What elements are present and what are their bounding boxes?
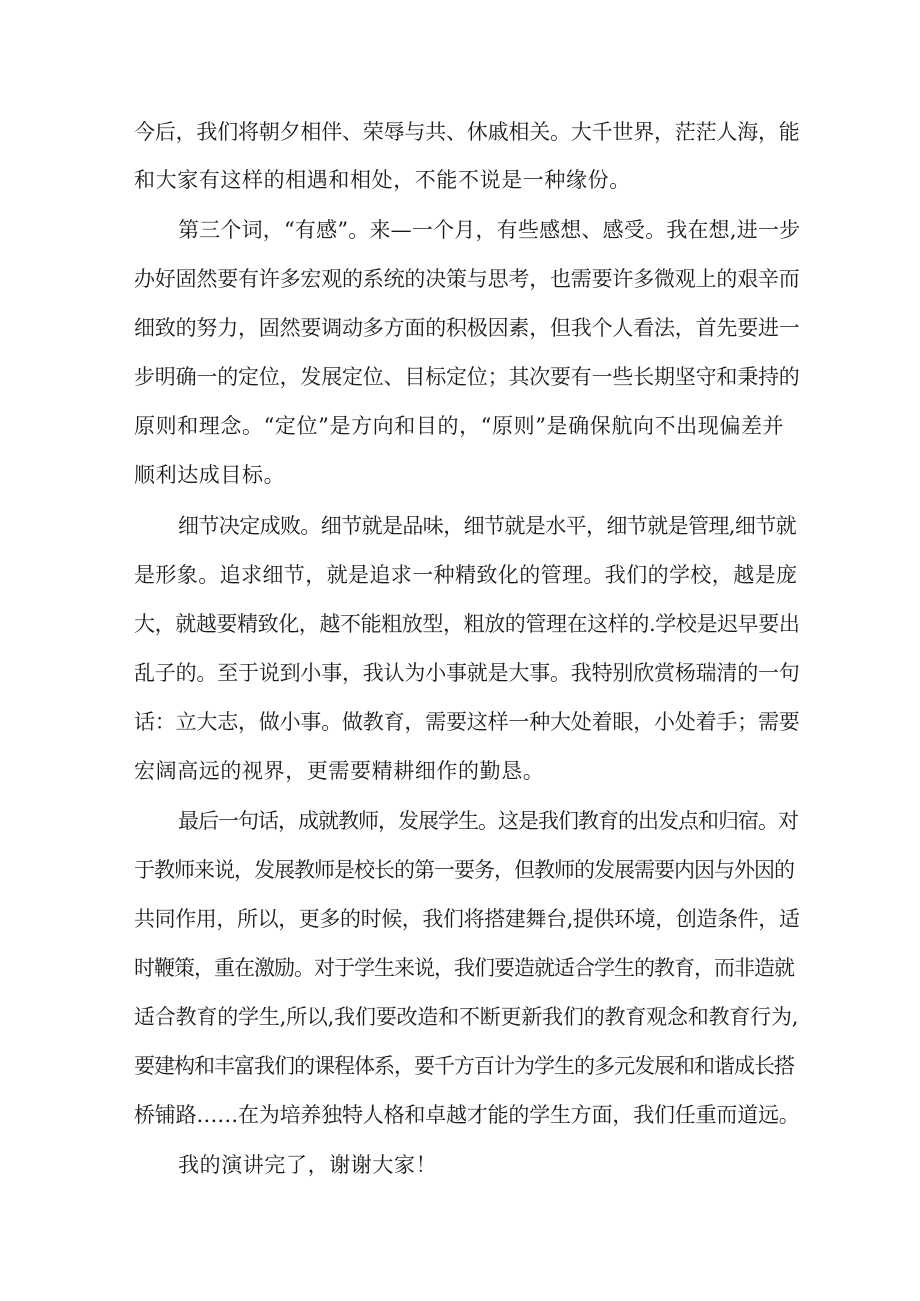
text-line: 步明确一的定位，发展定位、目标定位；其次要有一些长期坚守和秉持的 — [134, 365, 800, 389]
text-line: 原则和理念。“定位”是方向和目的，“原则”是确保航向不出现偏差并 — [134, 414, 785, 438]
text-line: 细致的努力，固然要调动多方面的积极因素，但我个人看法，首先要进一 — [134, 316, 800, 340]
text-line: 大，就越要精致化，越不能粗放型，粗放的管理在这样的.学校是迟早要出 — [134, 612, 800, 636]
text-line: 乱子的。至于说到小事，我认为小事就是大事。我特别欣赏杨瑞清的一句 — [134, 661, 800, 685]
text-line: 共同作用，所以，更多的时候，我们将搭建舞台,提供环境，创造条件，适 — [134, 907, 800, 931]
text-line: 是形象。追求细节，就是追求一种精致化的管理。我们的学校，越是庞 — [134, 563, 798, 587]
text-line: 时鞭策，重在激励。对于学生来说，我们要造就适合学生的教育，而非造就 — [134, 956, 794, 980]
paragraph-start-line: 第三个词，“有感”。来—一个月，有些感想、感受。我在想,进一步 — [178, 218, 801, 242]
text-line: 话：立大志，做小事。做教育，需要这样一种大处着眼，小处着手；需要 — [134, 710, 800, 734]
closing-line: 我的演讲完了，谢谢大家！ — [178, 1153, 438, 1177]
text-line: 桥铺路……在为培养独特人格和卓越才能的学生方面，我们任重而道远。 — [134, 1103, 800, 1127]
paragraph-start-line: 细节决定成败。细节就是品味，细节就是水平，细节就是管理,细节就 — [178, 514, 797, 538]
text-line: 办好固然要有许多宏观的系统的决策与思考，也需要许多微观上的艰辛而 — [134, 267, 800, 291]
text-line: 适合教育的学生,所以,我们要改造和不断更新我们的教育观念和教育行为, — [134, 1005, 799, 1029]
paragraph-start-line: 最后一句话，成就教师，发展学生。这是我们教育的出发点和归宿。对 — [178, 809, 798, 833]
text-line: 今后，我们将朝夕相伴、荣辱与共、休戚相关。大千世界，茫茫人海，能 — [134, 120, 800, 144]
text-line: 顺利达成目标。 — [134, 463, 286, 487]
text-line: 和大家有这样的相遇和相处，不能不说是一种缘份。 — [134, 168, 631, 192]
text-line: 宏阔高远的视界，更需要精耕细作的勤恳。 — [134, 759, 545, 783]
text-line: 于教师来说，发展教师是校长的第一要务，但教师的发展需要内因与外因的 — [134, 858, 794, 882]
text-line: 要建构和丰富我们的课程体系，要千方百计为学生的多元发展和和谐成长搭 — [134, 1054, 794, 1078]
